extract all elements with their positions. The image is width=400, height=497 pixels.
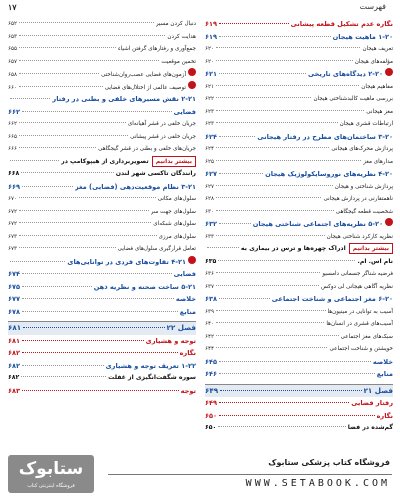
- toc-entry[interactable]: [8, 168, 196, 181]
- dot-leader: [19, 47, 116, 48]
- toc-entry[interactable]: [205, 156, 393, 169]
- dot-leader: [10, 160, 59, 161]
- toc-page-number: ۶۶۵: [8, 133, 18, 140]
- toc-page-number: ۶۴۰: [205, 321, 215, 327]
- toc-entry-title: جریان خلفی در قشر پیشانی: [130, 133, 196, 140]
- toc-page-number: ۶۸۲: [8, 349, 21, 357]
- dot-leader: [19, 197, 156, 198]
- toc-column-right: [205, 18, 393, 435]
- toc-entry-title: ۵-۲۰ نظریه‌های اجتماعی شناختی هیجان: [252, 220, 383, 228]
- toc-entry[interactable]: [8, 18, 196, 31]
- toc-entry[interactable]: [205, 397, 393, 410]
- toc-page-number: ۶۸۱: [8, 336, 21, 345]
- toc-section-entry[interactable]: [8, 106, 196, 119]
- toc-page-number: ۶۶۸: [8, 170, 20, 177]
- toc-page-number: ۶۲۷: [205, 170, 218, 178]
- dot-leader: [216, 322, 324, 323]
- toc-page-number: ۶۵۵: [8, 46, 18, 52]
- page-number: ۱۷: [8, 2, 17, 12]
- toc-entry[interactable]: [205, 56, 393, 69]
- toc-entry-title: جمع‌آوری و رفتارهای گرفتن اشیاء: [118, 46, 196, 52]
- brand-text: فروشگاه کتاب پزشکی ستابوک: [268, 458, 390, 467]
- dot-leader: [19, 60, 159, 61]
- toc-page-number: ۶۳۹: [205, 308, 215, 315]
- dot-leader: [216, 335, 339, 336]
- dot-leader: [219, 73, 306, 74]
- toc-entry[interactable]: [205, 318, 393, 331]
- page-title: فهرست: [359, 2, 386, 11]
- toc-page-number: ۶۳۳: [205, 233, 215, 240]
- toc-entry-title: آزمون‌های فضایی عصب‌روان‌شناختی: [101, 72, 186, 78]
- toc-entry-title: نظریه آگاهی هیجانی لی دوکس: [321, 283, 393, 290]
- toc-page-number: ۶۵۲: [8, 21, 18, 27]
- toc-entry[interactable]: [8, 372, 196, 385]
- toc-entry-title: سلول‌های جهت سر: [150, 208, 196, 215]
- toc-section-entry[interactable]: [205, 68, 393, 81]
- toc-entry[interactable]: [205, 410, 393, 423]
- dot-leader: [22, 365, 104, 366]
- toc-section-entry[interactable]: [8, 93, 196, 106]
- toc-entry-title: جریان خلفی در قشر آهیانه‌ای: [127, 121, 196, 127]
- toc-entry-title: نگاره: [179, 349, 196, 357]
- toc-entry[interactable]: [205, 306, 393, 319]
- toc-entry-title: ۲-۲۰ دیدگاه‌های تاریخی: [307, 70, 383, 78]
- dot-leader: [207, 247, 239, 248]
- dot-leader: [219, 361, 371, 362]
- toc-entry[interactable]: [205, 206, 393, 219]
- toc-entry[interactable]: [205, 231, 393, 244]
- toc-page-number: ۶۷۲: [8, 208, 18, 215]
- dot-leader: [219, 415, 374, 416]
- dot-leader: [10, 98, 50, 99]
- toc-entry-title: ۳-۲۱ نظام موقعیت‌دهی (فضایی) مغز: [74, 182, 196, 191]
- dot-leader: [219, 23, 289, 24]
- page-header: [0, 0, 400, 14]
- toc-entry[interactable]: [205, 343, 393, 356]
- dot-leader: [22, 273, 171, 274]
- toc-entry-title: نگاره عدم تشکیل قطعه پیشانی: [290, 20, 393, 28]
- toc-entry-title: ارتباطات قشری هیجان: [339, 121, 393, 127]
- dot-leader: [19, 35, 165, 36]
- footer-divider: [108, 474, 392, 475]
- toc-entry-title: سلول‌های مرزی: [158, 233, 196, 240]
- learn-more-box: بیشتر بدانیم: [152, 156, 196, 167]
- toc-page-number: ۶۷۲: [8, 221, 18, 227]
- dot-leader: [22, 298, 174, 299]
- toc-page-number: ۶۷۵: [8, 282, 21, 291]
- toc-entry-title: رفتار فضایی: [351, 399, 393, 407]
- toc-entry-title: مدارهای مغز: [363, 158, 393, 165]
- chapter-heading[interactable]: [205, 385, 393, 398]
- toc-entry[interactable]: [8, 43, 196, 56]
- dot-leader: [22, 286, 92, 287]
- dot-leader: [219, 136, 255, 137]
- toc-page-number: ۶۷۴: [8, 270, 21, 278]
- toc-section-entry[interactable]: [8, 293, 196, 306]
- toc-entry-title: جریان‌های خلفی و بطنی در قشر گیجگاهی: [98, 146, 196, 152]
- dot-leader: [19, 235, 157, 236]
- toc-entry[interactable]: [205, 93, 393, 106]
- video-badge-icon: [385, 218, 393, 226]
- dot-leader: [19, 22, 154, 23]
- dot-leader: [219, 402, 349, 403]
- dot-leader: [216, 310, 326, 311]
- dot-leader: [216, 60, 353, 61]
- toc-entry-title: توجه: [180, 386, 196, 395]
- toc-section-entry[interactable]: [205, 218, 393, 231]
- toc-entry[interactable]: [8, 81, 196, 94]
- toc-page-number: ۶۲۳: [205, 121, 215, 127]
- toc-entry[interactable]: [205, 43, 393, 56]
- toc-page-number: ۶۵۰: [205, 411, 218, 420]
- dot-leader: [216, 197, 321, 198]
- toc-entry[interactable]: [205, 18, 393, 31]
- dot-leader: [216, 272, 320, 273]
- dot-leader: [22, 111, 171, 112]
- toc-page-number: ۶۴۹: [205, 385, 219, 395]
- toc-page-number: ۶۴۲: [205, 333, 215, 340]
- toc-entry-title: سوره شگفت‌انگیزی از غفلت: [108, 374, 196, 381]
- toc-entry[interactable]: [205, 422, 393, 435]
- toc-entry-title: تعریف هیجان: [362, 46, 393, 52]
- toc-entry-title: سلول‌های مکانی: [157, 196, 196, 202]
- dot-leader: [19, 135, 128, 136]
- toc-entry-title: شخصیت قطعه گیجگاهی: [335, 208, 393, 215]
- toc-entry[interactable]: [205, 106, 393, 119]
- toc-entry-title: هدایت کردن: [167, 33, 196, 40]
- toc-section-entry[interactable]: [8, 281, 196, 294]
- dot-leader: [216, 347, 327, 348]
- dot-leader: [19, 73, 99, 74]
- logo-text: ستابوک: [18, 459, 84, 479]
- toc-entry-title: منابع: [376, 370, 393, 378]
- toc-entry-title: ۴-۲۰ نظریه‌های نوروسایکولوژیک هیجان: [265, 170, 393, 178]
- toc-entry-title: ۱-۲۰ ماهیت هیجان: [332, 32, 393, 41]
- toc-page-number: ۶۷۳: [8, 246, 18, 252]
- learn-more-box: بیشتر بدانیم: [349, 243, 393, 254]
- dot-leader: [216, 185, 333, 186]
- toc-section-entry[interactable]: [205, 368, 393, 381]
- dot-leader: [216, 85, 359, 86]
- toc-page-number: ۶۸۱: [8, 323, 22, 332]
- toc-entry[interactable]: [8, 118, 196, 131]
- toc-page-number: ۶۲۰: [205, 58, 215, 65]
- dot-leader: [22, 311, 178, 312]
- toc-page-number: ۶۲۱: [205, 83, 215, 90]
- footer: [0, 452, 400, 497]
- toc-entry-title: منابع: [179, 307, 196, 316]
- toc-entry[interactable]: [205, 243, 393, 256]
- dot-leader: [216, 97, 311, 98]
- toc-page-number: ۶۸۳: [8, 386, 21, 395]
- toc-entry-title: نام اس. ام.: [357, 257, 393, 265]
- toc-entry[interactable]: [205, 281, 393, 294]
- toc-entry-title: آسیب به توانایی در مینیون‌ها: [327, 308, 393, 315]
- dot-leader: [19, 222, 151, 223]
- toc-entry-title: تخمین موقعیت: [161, 58, 196, 65]
- toc-page-number: ۶۳۷: [205, 283, 215, 290]
- toc-page-number: ۶۱۹: [205, 32, 218, 41]
- toc-column-left: [8, 18, 196, 397]
- toc-entry-title: توصیف عالمی از اختلال‌های فضایی: [104, 84, 186, 91]
- toc-page-number: ۶۲۷: [205, 183, 215, 190]
- toc-page-number: ۶۳۰: [205, 208, 215, 215]
- toc-page-number: ۶۶۰: [8, 84, 18, 91]
- toc-page-number: ۶۲۳: [205, 108, 215, 115]
- dot-leader: [219, 373, 375, 374]
- video-badge-icon: [188, 68, 196, 76]
- toc-entry[interactable]: [8, 156, 196, 169]
- toc-page-number: ۶۳۲: [205, 220, 218, 228]
- toc-entry[interactable]: [8, 131, 196, 144]
- toc-page-number: ۶۸۲: [8, 361, 21, 370]
- dot-leader: [220, 390, 361, 391]
- toc-entry[interactable]: [8, 193, 196, 206]
- dot-leader: [19, 122, 126, 123]
- toc-entry[interactable]: [8, 143, 196, 156]
- toc-section-entry[interactable]: [205, 356, 393, 369]
- toc-entry-title: تصویربرداری از هیپوکامپ در: [61, 157, 149, 165]
- toc-page-number: ۶۳۵: [205, 257, 217, 265]
- video-badge-icon: [385, 68, 393, 76]
- dot-leader: [216, 235, 325, 236]
- toc-section-entry[interactable]: [8, 306, 196, 319]
- toc-page-number: ۶۵۰: [205, 424, 217, 431]
- toc-entry-title: ۵-۲۱ ساخت صحنه و نظریه ذهن: [93, 282, 196, 291]
- dot-leader: [22, 390, 179, 391]
- toc-entry[interactable]: [205, 331, 393, 344]
- toc-entry-title: نگاره: [376, 411, 393, 420]
- toc-entry[interactable]: [8, 385, 196, 398]
- dot-leader: [218, 426, 345, 427]
- toc-entry[interactable]: [205, 193, 393, 206]
- toc-page-number: ۶۶۲: [8, 107, 21, 116]
- toc-page-number: ۶۱۹: [205, 20, 218, 28]
- toc-entry[interactable]: [8, 31, 196, 44]
- toc-page-number: ۶۷۸: [8, 307, 21, 316]
- toc-entry-title: سلول‌های شبکه‌ای: [153, 221, 196, 227]
- logo-subtext: فروشگاه اینترنتی کتاب: [27, 483, 75, 489]
- toc-entry-title: ناهمتقارنی در پردازش هیجانی: [323, 196, 393, 202]
- dot-leader: [19, 210, 149, 211]
- toc-entry[interactable]: [8, 231, 196, 244]
- toc-page-number: ۶۲۰: [205, 46, 215, 52]
- toc-entry-title: ۴-۲۱ تفاوت‌های فردی در توانایی‌های: [67, 257, 186, 266]
- toc-entry-title: ۱-۲۲ تعریف توجه و هشیاری: [105, 361, 196, 370]
- website-link[interactable]: WWW.SETABOOK.COM: [245, 478, 390, 489]
- toc-page-number: ۶۵۷: [8, 58, 18, 65]
- dot-leader: [219, 36, 331, 37]
- dot-leader: [219, 173, 263, 174]
- toc-entry[interactable]: [8, 206, 196, 219]
- toc-section-entry[interactable]: [205, 293, 393, 306]
- dot-leader: [10, 261, 65, 262]
- dot-leader: [216, 122, 338, 123]
- toc-page-number: ۶۶۶: [8, 146, 18, 152]
- toc-page-number: ۶۷۳: [8, 233, 18, 240]
- dot-leader: [22, 352, 177, 353]
- dot-leader: [21, 376, 106, 377]
- toc-page-number: ۶۴۹: [205, 399, 218, 407]
- toc-entry-title: دنبال کردن مسیر: [155, 21, 196, 27]
- toc-page-number: ۶۲۴: [205, 132, 218, 141]
- toc-entry-title: مفاهیم هیجان: [361, 83, 393, 90]
- toc-entry-title: فرضیه شناگر جسمانی دامسیو: [322, 271, 393, 277]
- toc-entry-title: آسیب‌های قشری در انسان‌ها: [326, 321, 393, 327]
- toc-entry-title: تعامل قرارگیری سلول‌های فضایی: [117, 246, 196, 252]
- toc-page-number: ۶۵۸: [8, 72, 18, 78]
- dot-leader: [22, 186, 73, 187]
- video-badge-icon: [188, 81, 196, 89]
- toc-entry-title: فضایی: [173, 107, 196, 116]
- toc-section-entry[interactable]: [8, 181, 196, 194]
- toc-page-number: ۶۲۵: [205, 158, 215, 165]
- toc-page-number: ۶۵۳: [8, 33, 18, 40]
- toc-page-number: ۶۲۱: [205, 70, 218, 78]
- toc-page-number: ۶۶۲: [8, 121, 18, 127]
- toc-entry[interactable]: [8, 243, 196, 256]
- dot-leader: [218, 260, 355, 261]
- toc-page-number: ۶۳۸: [205, 295, 218, 303]
- toc-entry[interactable]: [8, 218, 196, 231]
- dot-leader: [216, 210, 334, 211]
- chapter-heading[interactable]: [8, 322, 196, 335]
- toc-page-number: ۶۴۶: [205, 370, 218, 378]
- toc-entry-title: ۲-۲۱ نقش مسیرهای خلفی و بطنی در رفتار: [52, 95, 196, 103]
- setabook-logo[interactable]: [8, 455, 94, 493]
- toc-page-number: ۶۷۷: [8, 295, 21, 303]
- toc-entry[interactable]: [205, 81, 393, 94]
- dot-leader: [216, 110, 364, 111]
- toc-entry[interactable]: [205, 143, 393, 156]
- toc-entry-title: فضایی: [173, 270, 196, 278]
- toc-entry-title: خلاصه: [175, 295, 196, 303]
- dot-leader: [216, 285, 319, 286]
- dot-leader: [23, 327, 164, 328]
- dot-leader: [19, 86, 103, 87]
- toc-page-number: ۶۸۲: [8, 374, 20, 381]
- dot-leader: [22, 340, 144, 341]
- dot-leader: [216, 160, 361, 161]
- toc-section-entry[interactable]: [205, 131, 393, 144]
- toc-page-number: ۶۲۴: [205, 146, 215, 152]
- toc-page-number: ۶۲۲: [205, 96, 215, 102]
- toc-entry[interactable]: [205, 118, 393, 131]
- toc-entry[interactable]: [8, 68, 196, 81]
- toc-page-number: ۶۶۹: [8, 182, 21, 191]
- toc-entry-title: مغز هیجانی: [366, 108, 393, 115]
- dot-leader: [219, 298, 270, 299]
- toc-entry[interactable]: [8, 335, 196, 348]
- toc-entry-title: مؤلفه‌های هیجان: [354, 58, 393, 65]
- toc-entry-title: نظریه کارکرد شناختی هیجان: [326, 233, 393, 240]
- dot-leader: [219, 223, 251, 224]
- toc-entry[interactable]: [205, 256, 393, 269]
- toc-page-number: ۶۷۰: [8, 196, 18, 202]
- toc-entry-title: پردازش محرک‌های هیجانی: [331, 146, 393, 152]
- dot-leader: [19, 147, 96, 148]
- toc-entry-title: بررسی ماهیت کالبدشناختی هیجان: [313, 96, 393, 102]
- toc-entry-title: پردازش شناختی و هیجان: [334, 183, 393, 190]
- toc-entry-title: خلاصه: [372, 357, 393, 366]
- toc-entry-title: رانندگان تاکسی شهر لندن: [115, 170, 196, 177]
- toc-entry-title: فصل ۲۱: [363, 385, 393, 395]
- toc-section-entry[interactable]: [8, 268, 196, 281]
- toc-section-entry[interactable]: [205, 31, 393, 44]
- toc-section-entry[interactable]: [8, 360, 196, 373]
- toc-page-number: ۶۴۵: [205, 357, 218, 366]
- toc-page-number: ۶۴۴: [205, 346, 215, 352]
- toc-entry-title: ادراک چهره‌ها و ترس در بیماری به: [240, 245, 346, 252]
- toc-entry-title: توجه و هشیاری: [145, 336, 196, 345]
- toc-entry-title: ۶-۲۰ مغز اجتماعی و شناخت اجتماعی: [271, 295, 393, 303]
- toc-entry[interactable]: [205, 268, 393, 281]
- toc-entry[interactable]: [8, 347, 196, 360]
- toc-entry[interactable]: [205, 181, 393, 194]
- toc-entry-title: ۳-۲۰ ساختمان‌های مطرح در رفتار هیجانی: [257, 132, 393, 141]
- toc-page-number: ۶۳۶: [205, 271, 215, 277]
- toc-entry[interactable]: [8, 56, 196, 69]
- dot-leader: [19, 247, 116, 248]
- toc-section-entry[interactable]: [8, 256, 196, 269]
- toc-entry-title: سبک‌های مغز اجتماعی: [340, 333, 393, 340]
- toc-entry-title: گم‌شده در فضا: [347, 424, 393, 431]
- dot-leader: [216, 47, 360, 48]
- toc-entry-title: فصل ۲۲: [166, 323, 196, 332]
- toc-page-number: ۶۲۸: [205, 196, 215, 202]
- dot-leader: [21, 172, 113, 173]
- toc-entry-title: خویشتن و شناخت اجتماعی: [329, 346, 393, 352]
- video-badge-icon: [188, 256, 196, 264]
- toc-section-entry[interactable]: [205, 168, 393, 181]
- dot-leader: [216, 147, 329, 148]
